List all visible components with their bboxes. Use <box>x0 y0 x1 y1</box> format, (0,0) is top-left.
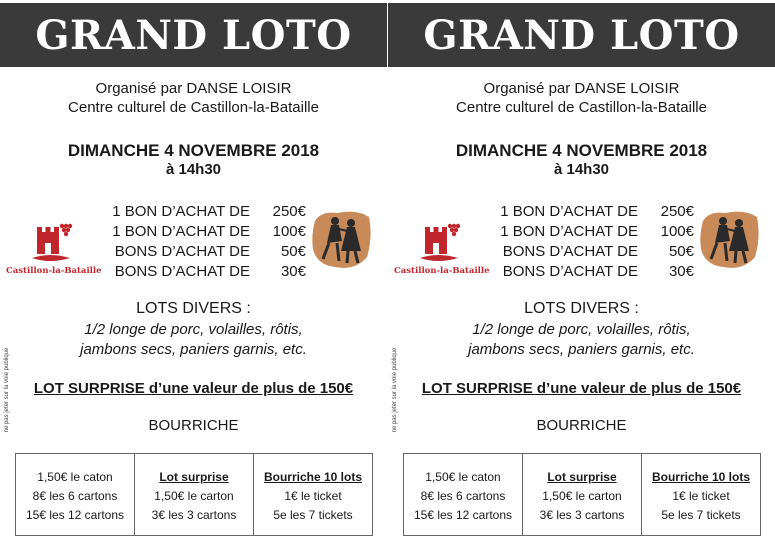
prize-row <box>488 262 694 282</box>
price-line: 3€ les 3 cartons <box>539 508 625 522</box>
title-banner <box>0 3 387 67</box>
organizer-line: Organisé par DANSE LOISIR <box>483 80 680 97</box>
prize-value: 250€ <box>660 203 694 220</box>
lots-divers-line: 1/2 longe de porc, volailles, rôtis, <box>84 321 303 338</box>
prize-row <box>488 242 694 262</box>
castle-logo-icon <box>394 218 490 278</box>
time-line: à 14h30 <box>165 161 222 178</box>
bourriche-line: BOURRICHE <box>148 417 239 434</box>
prize-label: BONS D’ACHAT DE <box>114 243 250 260</box>
organizer-line: Organisé par DANSE LOISIR <box>95 80 292 97</box>
castle-logo-icon <box>6 218 102 278</box>
banner-title: GRAND LOTO <box>423 11 740 59</box>
price-line: 1€ le ticket <box>284 489 342 503</box>
prize-label: BONS D’ACHAT DE <box>502 243 638 260</box>
prize-value: 250€ <box>272 203 306 220</box>
dancers-illustration <box>699 207 761 273</box>
venue-line: Centre culturel de Castillon-la-Bataille <box>456 99 707 116</box>
price-line: 3€ les 3 cartons <box>151 508 237 522</box>
date-line: DIMANCHE 4 NOVEMBRE 2018 <box>67 141 320 160</box>
lots-divers-line: 1/2 longe de porc, volailles, rôtis, <box>472 321 691 338</box>
logo-text: Castillon-la-Bataille <box>394 266 490 276</box>
price-column-title: Lot surprise <box>547 470 617 484</box>
price-line: 5e les 7 tickets <box>661 508 741 522</box>
price-column <box>642 454 761 536</box>
prize-label: 1 BON D’ACHAT DE <box>112 223 250 240</box>
price-column-title: Bourriche 10 lots <box>651 470 751 484</box>
price-table <box>15 453 373 536</box>
prize-label: 1 BON D’ACHAT DE <box>500 223 638 240</box>
price-line: 1€ le ticket <box>672 489 730 503</box>
lots-divers-line: jambons secs, paniers garnis, etc. <box>468 341 695 358</box>
prize-label: 1 BON D’ACHAT DE <box>500 203 638 220</box>
prize-row <box>488 222 694 242</box>
prize-label: BONS D’ACHAT DE <box>502 263 638 280</box>
price-line: 15€ les 12 cartons <box>413 508 513 522</box>
price-line: 5e les 7 tickets <box>273 508 353 522</box>
logo-text: Castillon-la-Bataille <box>6 266 102 276</box>
flyer-left <box>0 0 387 550</box>
title-banner <box>388 3 775 67</box>
price-line: 8€ les 6 cartons <box>32 489 118 503</box>
price-column <box>404 454 523 536</box>
prize-value: 30€ <box>668 263 694 280</box>
prize-value: 50€ <box>280 243 306 260</box>
prize-list <box>100 202 306 282</box>
price-column-title: Lot surprise <box>159 470 229 484</box>
lot-surprise-line: LOT SURPRISE d’une valeur de plus de 150€ <box>421 380 742 397</box>
price-column <box>254 454 373 536</box>
price-line: 1,50€ le carton <box>154 489 234 503</box>
price-table <box>403 453 761 536</box>
price-line: 1,50€ le caton <box>425 470 501 484</box>
side-note: ne pas jeter sur la voie publique <box>392 347 398 433</box>
lot-surprise-line: LOT SURPRISE d’une valeur de plus de 150€ <box>33 380 354 397</box>
lots-divers-heading: LOTS DIVERS : <box>136 300 251 317</box>
prize-row <box>100 222 306 242</box>
prize-value: 100€ <box>660 223 694 240</box>
prize-row <box>100 202 306 222</box>
price-column <box>135 454 254 536</box>
prize-value: 100€ <box>272 223 306 240</box>
prize-row <box>100 242 306 262</box>
prize-label: BONS D’ACHAT DE <box>114 263 250 280</box>
venue-line: Centre culturel de Castillon-la-Bataille <box>68 99 319 116</box>
date-line: DIMANCHE 4 NOVEMBRE 2018 <box>455 141 708 160</box>
flyer-right <box>388 0 775 550</box>
lots-divers-line: jambons secs, paniers garnis, etc. <box>80 341 307 358</box>
time-line: à 14h30 <box>553 161 610 178</box>
price-column <box>16 454 135 536</box>
price-line: 15€ les 12 cartons <box>25 508 125 522</box>
banner-title: GRAND LOTO <box>35 11 352 59</box>
prize-label: 1 BON D’ACHAT DE <box>112 203 250 220</box>
prize-list <box>488 202 694 282</box>
price-line: 1,50€ le caton <box>37 470 113 484</box>
price-line: 1,50€ le carton <box>542 489 622 503</box>
prize-value: 30€ <box>280 263 306 280</box>
prize-row <box>488 202 694 222</box>
dancers-illustration <box>311 207 373 273</box>
side-note: ne pas jeter sur la voie publique <box>4 347 10 433</box>
prize-row <box>100 262 306 282</box>
price-column-title: Bourriche 10 lots <box>263 470 363 484</box>
prize-value: 50€ <box>668 243 694 260</box>
price-column <box>523 454 642 536</box>
bourriche-line: BOURRICHE <box>536 417 627 434</box>
lots-divers-heading: LOTS DIVERS : <box>524 300 639 317</box>
price-line: 8€ les 6 cartons <box>420 489 506 503</box>
